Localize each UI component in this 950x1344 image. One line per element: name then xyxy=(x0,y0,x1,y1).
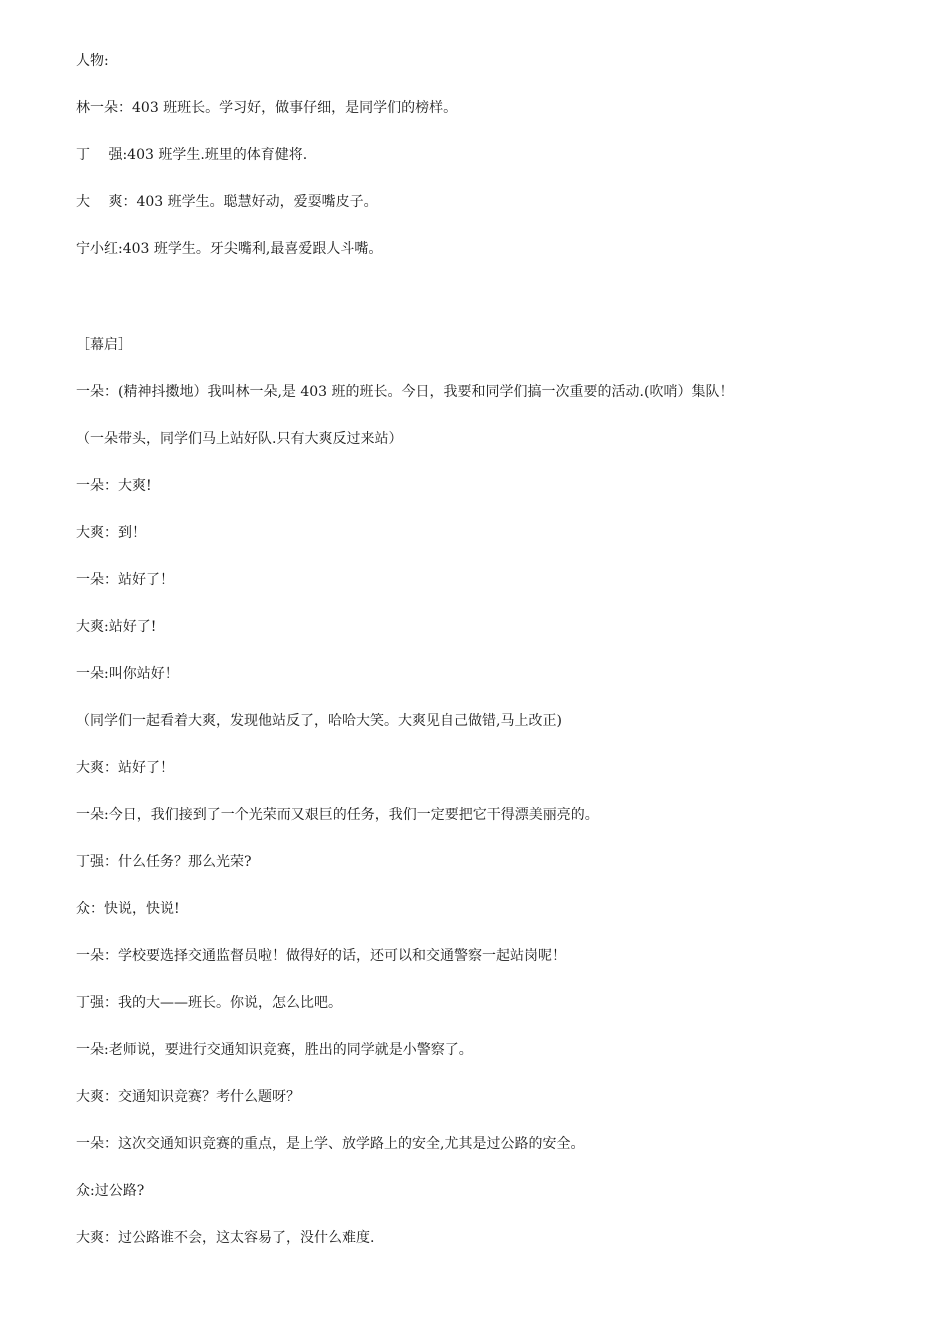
script-line: 一朵：大爽! xyxy=(76,478,152,494)
script-line: 一朵：学校要选择交通监督员啦！做得好的话，还可以和交通警察一起站岗呢！ xyxy=(76,948,566,964)
script-line: 大爽:站好了! xyxy=(76,619,157,635)
stage-direction: （一朵带头，同学们马上站好队.只有大爽反过来站） xyxy=(76,431,403,447)
script-line: 一朵：(精神抖擞地）我叫林一朵,是 403 班的班长。今日，我要和同学们搞一次重要的活动.(吹哨）集队！ xyxy=(76,384,734,400)
script-line: 一朵：站好了！ xyxy=(76,572,174,588)
script-line: 大爽：到！ xyxy=(76,525,146,541)
script-line: 一朵:老师说，要进行交通知识竞赛，胜出的同学就是小警察了。 xyxy=(76,1042,473,1058)
script-line: 大爽：交通知识竞赛？考什么题呀？ xyxy=(76,1089,300,1105)
script-line: 众：快说，快说! xyxy=(76,901,180,917)
script-line: 丁强：什么任务？那么光荣? xyxy=(76,854,252,870)
characters-heading: 人物: xyxy=(76,53,109,69)
character-line: 丁 强:403 班学生.班里的体育健将. xyxy=(76,147,308,163)
script-line: 大爽：过公路谁不会，这太容易了，没什么难度. xyxy=(76,1230,375,1246)
character-line: 宁小红:403 班学生。牙尖嘴利,最喜爱跟人斗嘴。 xyxy=(76,241,383,257)
script-line: 大爽：站好了！ xyxy=(76,760,174,776)
character-line: 林一朵：403 班班长。学习好，做事仔细，是同学们的榜样。 xyxy=(76,100,458,116)
script-line: 一朵:叫你站好！ xyxy=(76,666,179,682)
script-line: 一朵：这次交通知识竞赛的重点，是上学、放学路上的安全,尤其是过公路的安全。 xyxy=(76,1136,585,1152)
character-line: 大 爽：403 班学生。聪慧好动，爱耍嘴皮子。 xyxy=(76,194,378,210)
script-line: 一朵:今日，我们接到了一个光荣而又艰巨的任务，我们一定要把它干得漂美丽亮的。 xyxy=(76,807,599,823)
stage-direction: （同学们一起看着大爽，发现他站反了，哈哈大笑。大爽见自己做错,马上改正) xyxy=(76,713,562,729)
script-line: 众:过公路? xyxy=(76,1183,145,1199)
script-line: 丁强：我的大——班长。你说，怎么比吧。 xyxy=(76,995,342,1011)
scene-heading: ［幕启］ xyxy=(76,337,132,353)
